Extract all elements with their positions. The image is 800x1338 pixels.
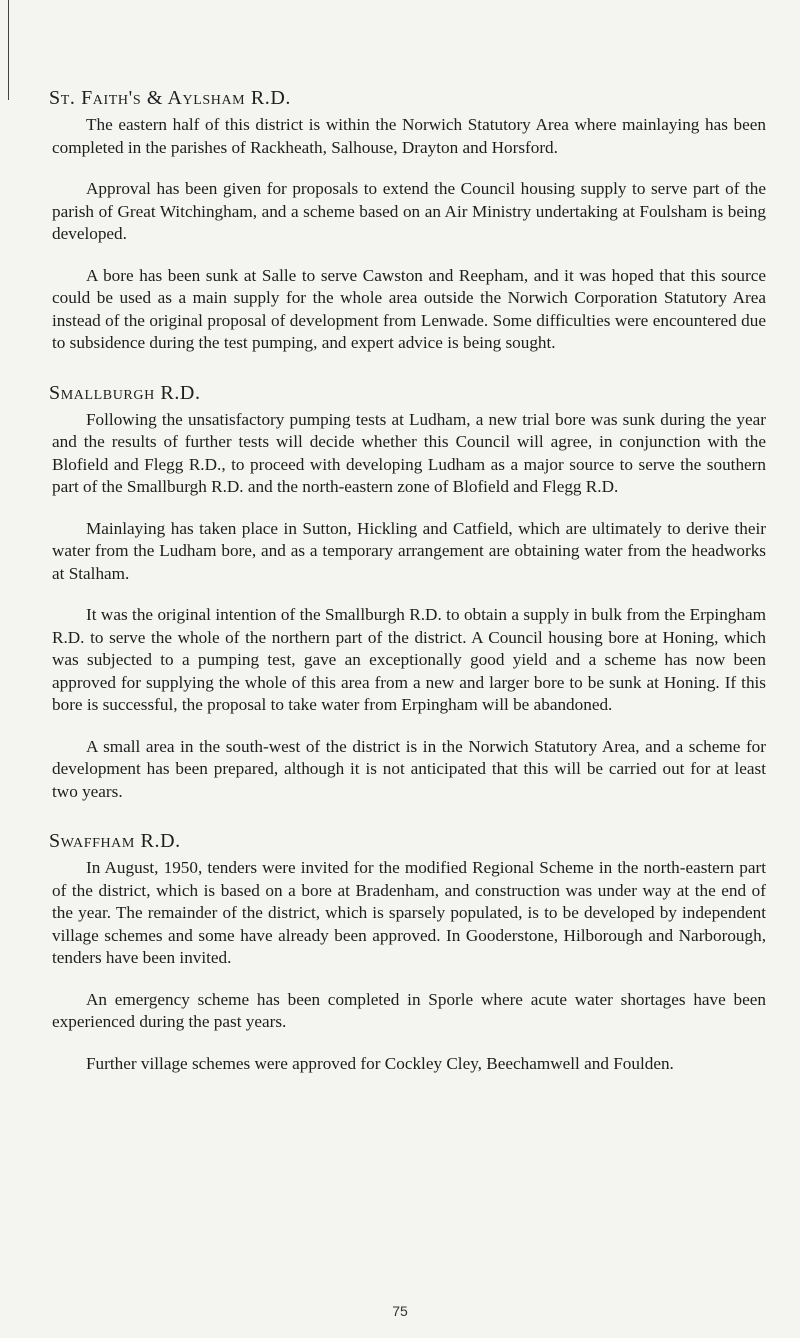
section-heading: Swaffham R.D. <box>49 830 181 852</box>
paragraph: Following the unsatisfactory pumping tests at Ludham, a new trial bore was sunk during the year and the results of further tests will decide whether this Council will agree, in conjunction with the Blofield and Flegg R.D., to proceed with developing Ludham as a major source to serve the southern part of the Smallburgh R.D. and the north-eastern zone of Blofield and Flegg R.D. <box>52 409 766 496</box>
paragraph: The eastern half of this district is within the Norwich Statutory Area where mainlaying has been completed in the parishes of Rackheath, Salhouse, Drayton and Horsford. <box>52 115 766 157</box>
section-swaffham <box>49 829 766 1075</box>
document-page <box>49 86 766 1075</box>
paragraph: Mainlaying has taken place in Sutton, Hickling and Catfield, which are ultimately to derive their water from the Ludham bore, and as a temporary arrangement are obtaining water from the headworks at Stalham. <box>52 518 766 583</box>
paragraph: It was the original intention of the Smallburgh R.D. to obtain a supply in bulk from the Erpingham R.D. to serve the whole of the northern part of the district. A Council housing bore at Honing, which was subjected to a pumping test, gave an exceptionally good yield and a scheme has now been approved for supplying the whole of this area from a new and larger bore to be sunk at Honing. If this bore is successful, the proposal to take water from Erpingham will be abandoned. <box>52 605 766 714</box>
paragraph: Approval has been given for proposals to extend the Council housing supply to serve part of the parish of Great Witchingham, and a scheme based on an Air Ministry undertaking at Foulsham is being developed. <box>52 179 766 243</box>
page-edge-line <box>8 0 9 100</box>
paragraph: A small area in the south-west of the district is in the Norwich Statutory Area, and a scheme for development has been prepared, although it is not anticipated that this will be carried out for at least two years. <box>52 736 766 801</box>
page-number: 75 <box>392 1303 408 1319</box>
paragraph: A bore has been sunk at Salle to serve Cawston and Reepham, and it was hoped that this source could be used as a main supply for the whole area outside the Norwich Corporation Statutory Area instead of the original proposal of development from Lenwade. Some difficulties were encountered due to subsidence during the test pumping, and expert advice is being sought. <box>52 265 766 352</box>
paragraph: An emergency scheme has been completed in Sporle where acute water shortages have been experienced during the past years. <box>52 989 766 1031</box>
section-heading: Smallburgh R.D. <box>49 381 201 404</box>
paragraph: In August, 1950, tenders were invited for the modified Regional Scheme in the north-eastern part of the district, which is based on a bore at Bradenham, and construction was under way at the end of the year. The remainder of the district, which is sparsely populated, is to be developed by independent village schemes and some have already been approved. In Gooderstone, Hilborough and Narborough, tenders have been invited. <box>52 858 766 967</box>
section-heading: St. Faith's & Aylsham R.D. <box>49 87 292 109</box>
section-st-faiths-aylsham <box>49 86 766 355</box>
section-smallburgh <box>49 381 766 804</box>
paragraph: Further village schemes were approved for Cockley Cley, Beechamwell and Foulden. <box>86 1053 674 1073</box>
